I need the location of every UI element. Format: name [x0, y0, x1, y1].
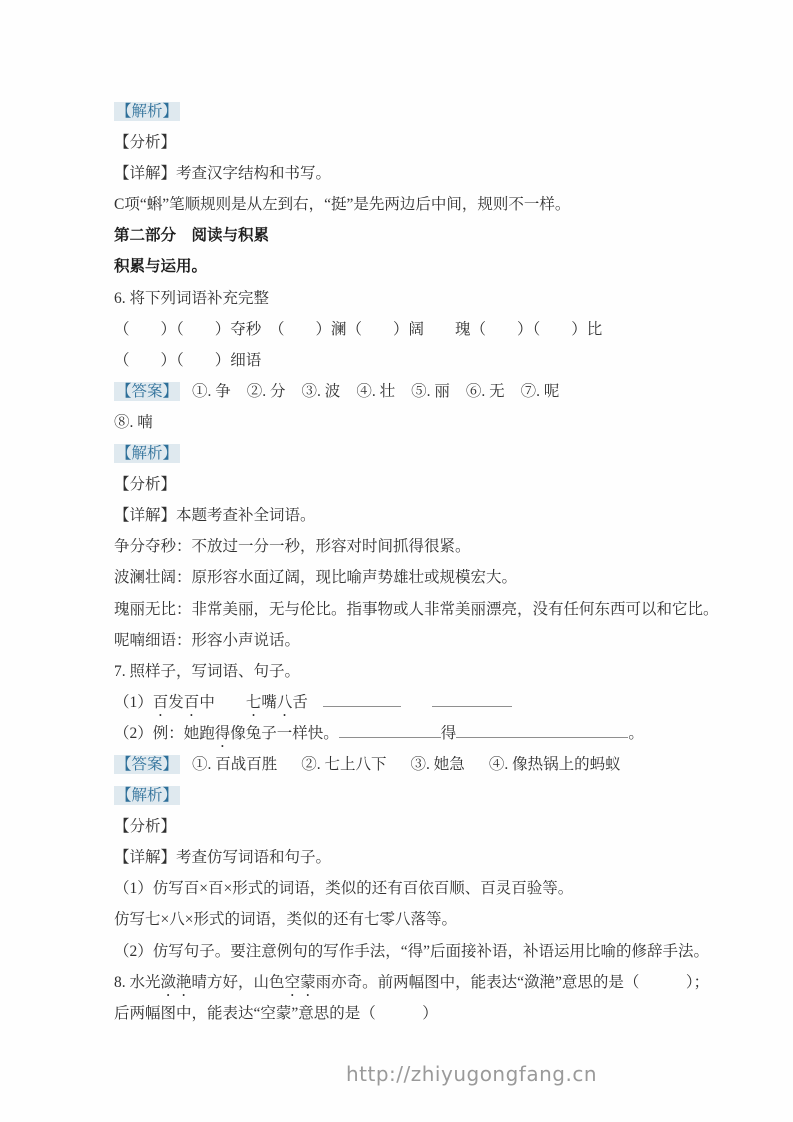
answer-item: ②. 分: [246, 382, 286, 400]
watermark-url: http://zhiyugongfang.cn: [345, 1062, 597, 1086]
q6-definition-4: 呢喃细语：形容小声说话。: [114, 631, 301, 649]
q6-blanks-row-2: （ ）（ ）细语: [114, 351, 262, 369]
analysis-marker: 【解析】: [116, 445, 179, 463]
q6-definition-3: 瑰丽无比：非常美丽，无与伦比。指事物或人非常美丽漂亮，没有任何东西可以和它比。: [114, 600, 719, 618]
answer-item: ⑤. 丽: [411, 382, 450, 400]
text-segment: 雨亦奇。前两幅图中，能表达“潋滟”意思的是（ ）；: [315, 973, 710, 991]
q6-blanks-row-1: （ ）（ ）夺秒 （ ）澜（ ）阔 瑰（ ）（ ）比: [114, 320, 603, 338]
text-segment: [215, 694, 246, 711]
text-segment: 得: [440, 724, 457, 742]
answer-item: ③. 她急: [410, 755, 465, 773]
emphasized-text: 百: [152, 693, 169, 711]
text-segment: [308, 694, 324, 711]
text-segment: 中: [199, 693, 215, 711]
answer-item: ⑥. 无: [465, 382, 505, 400]
q5-analysis-marker-line: [114, 96, 783, 127]
blank-underline: [339, 724, 441, 738]
answer-item: ①. 争: [192, 382, 231, 400]
q7-explanation-1: （1）仿写百×百×形式的词语，类似的还有百依百顺、百灵百验等。: [114, 880, 574, 898]
q6-definition-1: 争分夺秒：不放过一分一秒，形容对时间抓得很紧。: [114, 538, 471, 556]
blank-underline: [432, 693, 512, 707]
q7-explanation-2: 仿写七×八×形式的词语，类似的还有七零八落等。: [114, 911, 457, 929]
q7-item-1: [114, 687, 783, 718]
blank-underline: [456, 724, 628, 738]
text-segment: [401, 694, 432, 711]
analysis-marker: 【解析】: [116, 103, 179, 120]
answer-marker: 【答案】: [116, 382, 179, 400]
q5-xiangjie-line: 【详解】考查汉字结构和书写。: [114, 165, 332, 183]
text-segment: 嘴: [261, 693, 277, 711]
text-segment: （1）: [114, 693, 153, 711]
q8-line-1: [114, 967, 783, 998]
emphasized-text: 七: [245, 693, 262, 711]
q6-analysis-marker-line: [114, 438, 783, 469]
q7-answer-row: [114, 749, 783, 780]
q7-analysis-marker-line: [114, 780, 783, 811]
text-segment: 像兔子一样快。: [230, 724, 339, 742]
emphasized-text: 八: [276, 693, 293, 711]
part2-section-subtitle: 积累与运用。: [114, 258, 208, 276]
q7-item-2: [114, 718, 783, 749]
text-segment: 晴方好，山色: [191, 973, 285, 991]
q8-line-2: 后两幅图中，能表达“空蒙”意思的是（ ）: [114, 1004, 438, 1022]
text-segment: （2）例：她跑: [114, 724, 215, 742]
text-segment: 舌: [292, 693, 308, 711]
q6-answer-list: [192, 383, 575, 400]
text-segment: 8. 水光: [114, 973, 161, 991]
answer-marker: 【答案】: [116, 755, 179, 773]
emphasized-text: 蒙: [300, 973, 316, 991]
emphasized-text: 空: [284, 973, 301, 991]
q7-explanation-3: （2）仿写句子。要注意例句的写作手法，“得”后面接补语，补语运用比喻的修辞手法。: [114, 942, 710, 960]
answer-item: ①. 百战百胜: [192, 755, 278, 773]
q6-answer-overflow: ⑧. 喃: [114, 413, 153, 431]
q6-answer-row: [114, 376, 783, 407]
blank-underline: [323, 693, 401, 707]
text-segment: 发: [168, 693, 184, 711]
q7-title: 7. 照样子，写词语、句子。: [114, 662, 301, 680]
part2-section-title: 第二部分 阅读与积累: [114, 227, 270, 245]
analysis-marker: 【解析】: [116, 787, 179, 805]
text-segment: 。: [628, 724, 644, 742]
q7-answer-list: [192, 756, 645, 773]
emphasized-text: 潋: [160, 973, 177, 991]
emphasized-text: 得: [214, 724, 231, 742]
q6-title: 6. 将下列词语补充完整: [114, 289, 270, 307]
q5-explanation-line: C项“蝌”笔顺规则是从左到右，“挺”是先两边后中间，规则不一样。: [114, 196, 571, 214]
answer-item: ④. 壮: [356, 382, 396, 400]
q6-fenxi-line: 【分析】: [114, 476, 177, 494]
q6-xiangjie-line: 【详解】本题考查补全词语。: [114, 507, 316, 525]
answer-item: ③. 波: [301, 382, 341, 400]
answer-item: ④. 像热锅上的蚂蚁: [488, 755, 621, 773]
q5-fenxi-line: 【分析】: [114, 134, 177, 152]
q7-fenxi-line: 【分析】: [114, 818, 177, 836]
answer-item: ⑦. 呢: [520, 382, 560, 400]
q7-xiangjie-line: 【详解】考查仿写词语和句子。: [114, 849, 332, 867]
emphasized-text: 百: [183, 693, 200, 711]
emphasized-text: 滟: [176, 973, 192, 991]
answer-item: ②. 七上八下: [301, 755, 387, 773]
q6-definition-2: 波澜壮阔：原形容水面辽阔，现比喻声势雄壮或规模宏大。: [114, 569, 518, 587]
